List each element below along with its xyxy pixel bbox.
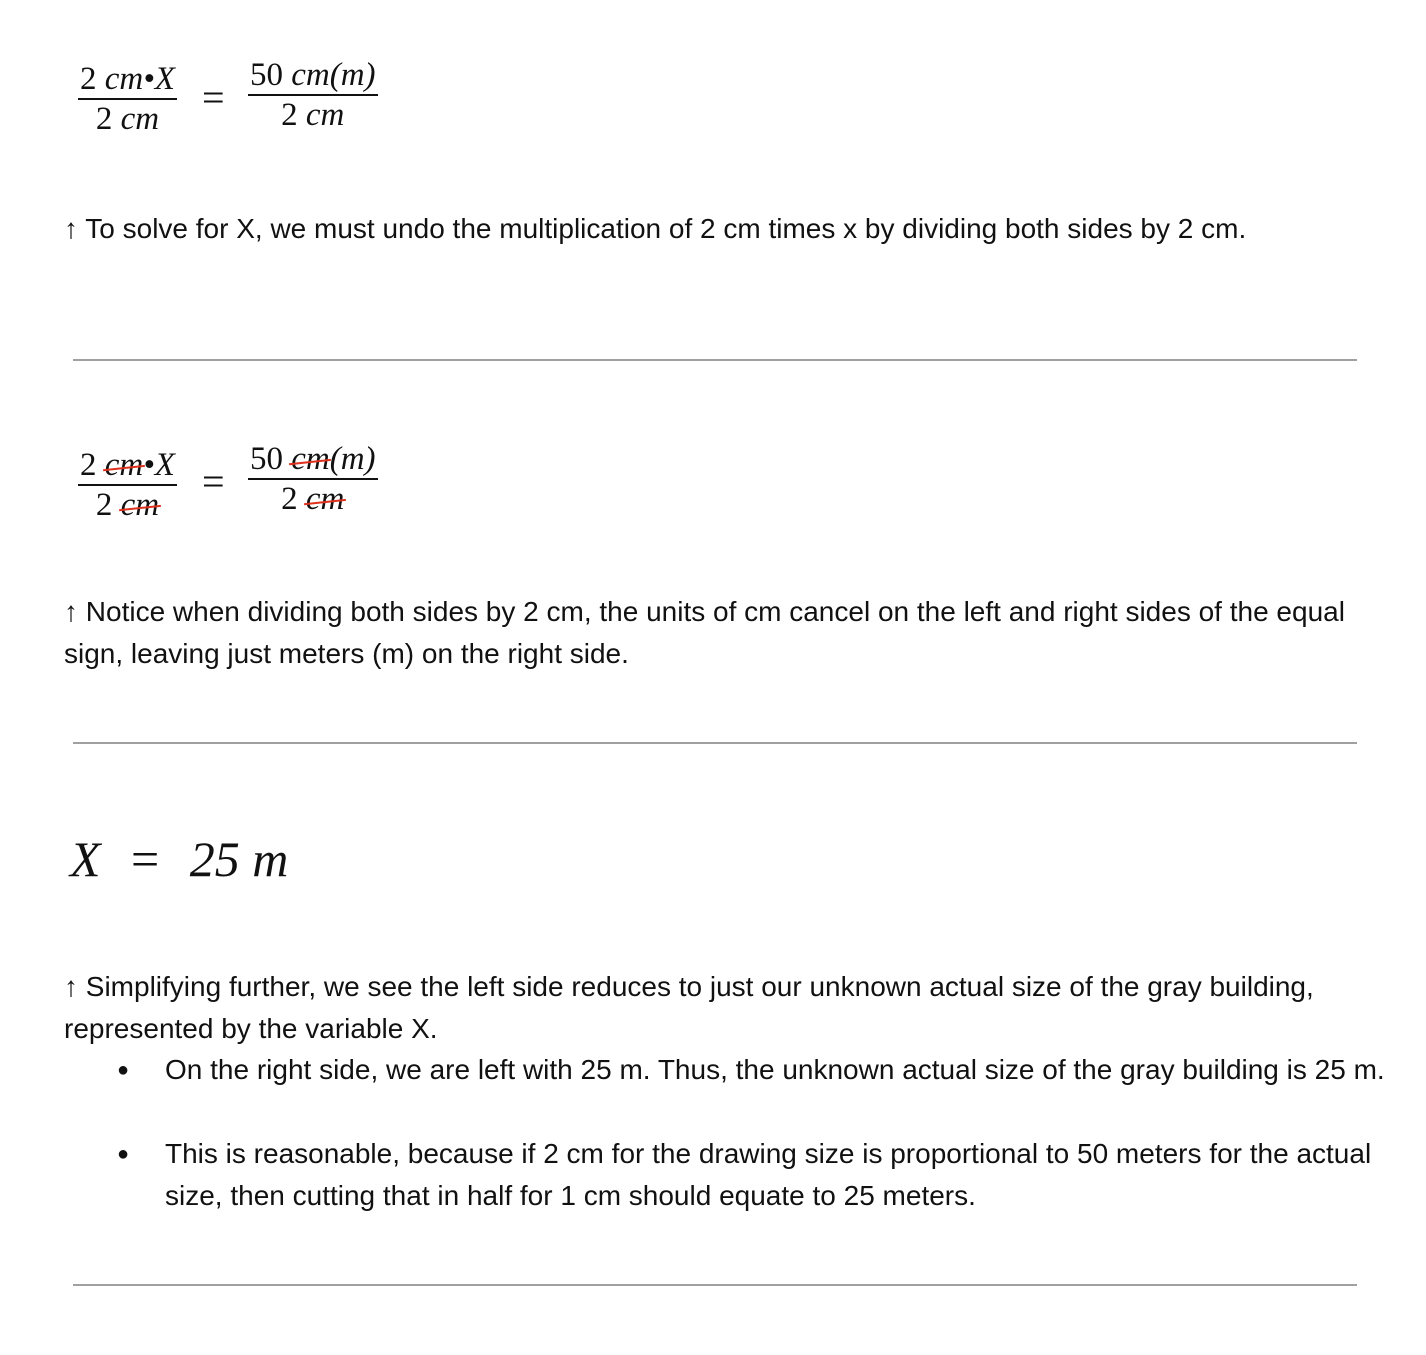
equation-1-right-fraction [248,56,378,134]
explanation-text-2: ↑ Notice when dividing both sides by 2 cm, the units of cm cancel on the left and right sides of the equal sign, leaving just meters (m) on the right side. [64,596,1345,669]
equals-sign: = [131,831,160,887]
result-value: 25 m [189,831,289,887]
fraction-denominator: 2 cm [95,487,160,523]
bullet-item: ● On the right side, we are left with 25 m. Thus, the unknown actual size of the gray building is 25 m. [113,1049,1405,1091]
cancelled-unit: cm [291,441,330,477]
fraction-denominator: 2 cm [281,97,345,133]
explanation-text-3: ↑ Simplifying further, we see the left side reduces to just our unknown actual size of the gray building, represented by the variable X. [64,971,1314,1044]
equals-sign: = [202,75,225,120]
result-equation [70,830,288,888]
cancelled-unit: cm [120,487,160,523]
cancelled-unit: cm [305,481,345,517]
bullet-item: ● This is reasonable, because if 2 cm for the drawing size is proportional to 50 meters for the actual size, then cutting that in half for 1 cm should equate to 25 meters. [113,1133,1405,1217]
equation-2-right-fraction [248,440,378,518]
equation-1-left-fraction [78,60,177,138]
fraction-numerator: 50 cm(m) [248,440,378,480]
fraction-numerator: 2 cm•X [78,60,177,100]
divider [73,742,1357,744]
divider [73,359,1357,361]
fraction-numerator: 50 cm(m) [248,56,378,96]
fraction-numerator: 2 cm•X [78,446,177,486]
fraction-denominator: 2 cm [95,101,160,137]
equation-2-left-fraction [78,446,177,524]
explanation-text-1: ↑ To solve for X, we must undo the multiplication of 2 cm times x by dividing both sides by 2 cm. [64,213,1247,244]
equals-sign: = [202,459,225,504]
fraction-denominator: 2 cm [281,481,345,517]
result-variable: X [70,831,101,887]
cancelled-unit: cm [104,447,144,483]
divider [73,1284,1357,1286]
